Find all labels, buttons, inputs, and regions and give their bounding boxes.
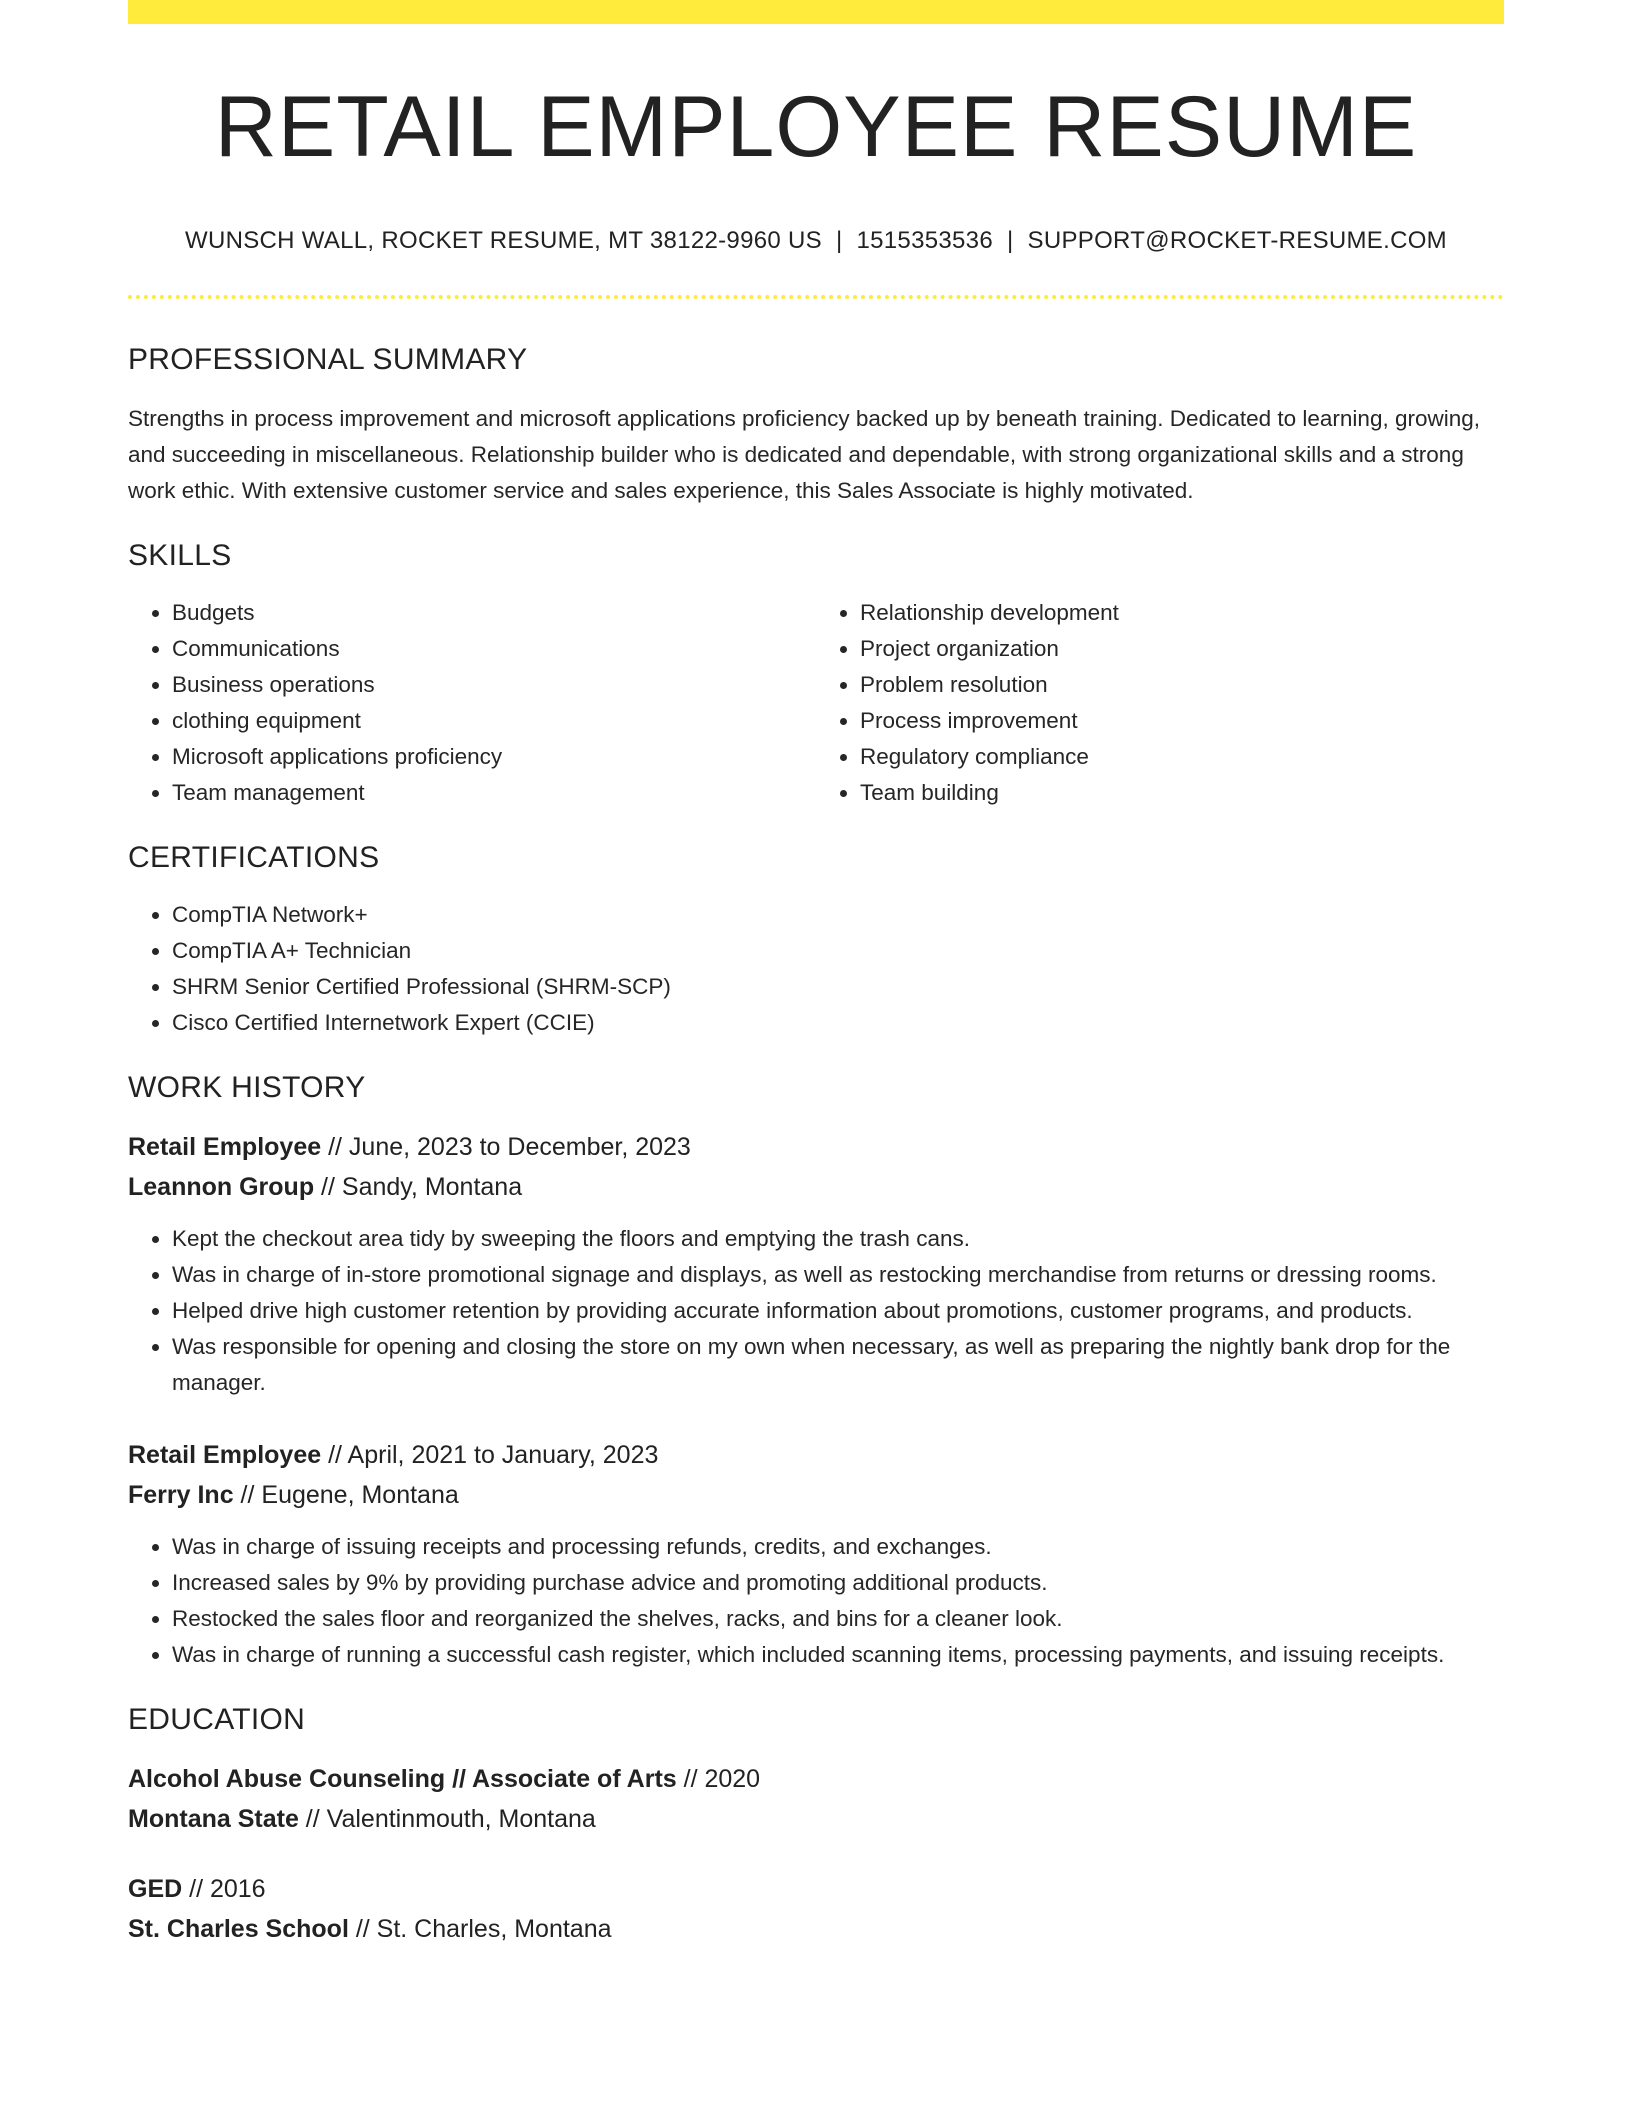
job-duty: • Was in charge of issuing receipts and processing refunds, credits, and exchanges. (172, 1529, 1504, 1565)
contact-separator: | (1006, 226, 1014, 254)
job-dates: // June, 2023 to December, 2023 (321, 1132, 691, 1161)
job-duty: • Was responsible for opening and closing the store on my own when necessary, as well as preparing the nightly bank drop for the manager. (172, 1329, 1504, 1401)
job-role: Retail Employee (128, 1132, 322, 1161)
education-section (128, 1703, 1504, 1949)
job-entry (128, 1435, 1504, 1673)
job-duty: • Was in charge of running a successful cash register, which included scanning items, processing payments, and issuing receipts. (172, 1637, 1504, 1673)
education-location: // Valentinmouth, Montana (298, 1804, 596, 1833)
certifications-list (128, 897, 1504, 1041)
education-school: Montana State (128, 1804, 299, 1833)
summary-text: Strengths in process improvement and microsoft applications proficiency backed up by beneath training. Dedicated to learning, growing, and succeeding in miscellaneous. Relationship builder who is dedicated and dependable, with strong organizational skills and a strong work ethic. With extensive customer service and sales experience, this Sales Associate is highly motivated. (128, 405, 1480, 503)
section-heading-skills: SKILLS (128, 538, 232, 572)
education-entry (128, 1759, 1504, 1839)
job-dates: // April, 2021 to January, 2023 (321, 1440, 659, 1469)
certification-item: • CompTIA A+ Technician (172, 933, 1504, 969)
job-company-line (128, 1475, 1504, 1515)
job-location: // Eugene, Montana (233, 1480, 459, 1509)
skill-item: • Team management (172, 775, 816, 811)
job-title-line (128, 1127, 1504, 1167)
section-heading-summary: PROFESSIONAL SUMMARY (128, 342, 528, 376)
job-company: Ferry Inc (128, 1480, 234, 1509)
education-year: // 2020 (676, 1764, 761, 1793)
section-heading-work-history: WORK HISTORY (128, 1070, 366, 1104)
education-entry (128, 1869, 1504, 1949)
education-degree: GED (128, 1874, 183, 1903)
skill-item: • Business operations (172, 667, 816, 703)
contact-separator: | (835, 226, 843, 254)
contact-email: SUPPORT@ROCKET-RESUME.COM (1027, 226, 1447, 254)
summary-section (128, 343, 1504, 509)
resume-page (128, 0, 1504, 1949)
job-role: Retail Employee (128, 1440, 322, 1469)
skills-columns (128, 573, 1504, 811)
skill-item: • Microsoft applications proficiency (172, 739, 816, 775)
job-duties-list (128, 1221, 1504, 1401)
skill-item: • Project organization (860, 631, 1504, 667)
education-school-line (128, 1799, 1504, 1839)
education-location: // St. Charles, Montana (348, 1914, 612, 1943)
work-history-section (128, 1071, 1504, 1673)
skill-item: • Team building (860, 775, 1504, 811)
certification-item: • CompTIA Network+ (172, 897, 1504, 933)
education-school: St. Charles School (128, 1914, 349, 1943)
accent-top-bar (128, 0, 1504, 24)
skills-list-right (816, 595, 1504, 811)
job-duty: • Helped drive high customer retention by providing accurate information about promotions, customer programs, and products. (172, 1293, 1504, 1329)
resume-title: RETAIL EMPLOYEE RESUME (214, 79, 1418, 175)
education-degree-line (128, 1869, 1504, 1909)
certifications-section (128, 841, 1504, 1041)
section-heading-certifications: CERTIFICATIONS (128, 840, 380, 874)
contact-phone: 1515353536 (856, 226, 993, 254)
skill-item: • Process improvement (860, 703, 1504, 739)
skill-item: • Regulatory compliance (860, 739, 1504, 775)
skills-section (128, 539, 1504, 811)
job-duty: • Increased sales by 9% by providing purchase advice and promoting additional products. (172, 1565, 1504, 1601)
skill-item: • Relationship development (860, 595, 1504, 631)
job-company-line (128, 1167, 1504, 1207)
skill-item: • clothing equipment (172, 703, 816, 739)
education-school-line (128, 1909, 1504, 1949)
job-company: Leannon Group (128, 1172, 315, 1201)
job-duty: • Kept the checkout area tidy by sweeping the floors and emptying the trash cans. (172, 1221, 1504, 1257)
job-location: // Sandy, Montana (314, 1172, 523, 1201)
skills-list-left (128, 595, 816, 811)
dotted-divider (128, 295, 1504, 299)
skill-item: • Problem resolution (860, 667, 1504, 703)
education-degree-line (128, 1759, 1504, 1799)
certification-item: • Cisco Certified Internetwork Expert (CCIE) (172, 1005, 1504, 1041)
job-duty: • Was in charge of in-store promotional signage and displays, as well as restocking merchandise from returns or dressing rooms. (172, 1257, 1504, 1293)
education-year: // 2016 (182, 1874, 266, 1903)
contact-address: WUNSCH WALL, ROCKET RESUME, MT 38122-9960 US (185, 226, 822, 254)
job-duties-list (128, 1529, 1504, 1673)
skill-item: • Budgets (172, 595, 816, 631)
job-entry (128, 1127, 1504, 1401)
job-duty: • Restocked the sales floor and reorganized the shelves, racks, and bins for a cleaner look. (172, 1601, 1504, 1637)
contact-line (128, 227, 1504, 255)
section-heading-education: EDUCATION (128, 1702, 306, 1736)
skill-item: • Communications (172, 631, 816, 667)
job-title-line (128, 1435, 1504, 1475)
education-degree: Alcohol Abuse Counseling // Associate of Arts (128, 1764, 677, 1793)
certification-item: • SHRM Senior Certified Professional (SHRM-SCP) (172, 969, 1504, 1005)
